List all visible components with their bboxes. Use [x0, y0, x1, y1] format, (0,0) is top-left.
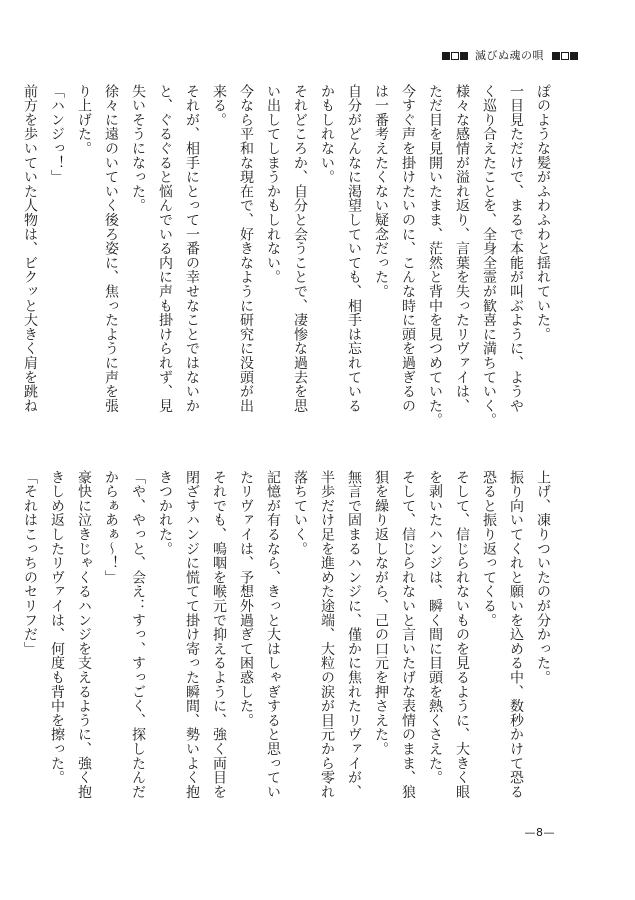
text-line: そして、信じられないと言いたげな表情のまま、狼 [400, 470, 416, 799]
text-line: 閉ざすハンジに慌てて掛け寄った瞬間、勢いよく抱 [184, 470, 200, 799]
text-line: 恐ると振り返ってくる。 [481, 470, 497, 628]
text-line: 豪快に泣きじゃくるハンジを支えるように、強く抱 [76, 470, 92, 799]
text-line: それどころか、自分と会うことで、凄惨な過去を思 [292, 84, 308, 413]
text-line: く巡り合えたことを、全身全霊が歓喜に満ちていく。 [481, 84, 497, 428]
upper-text-block [16, 84, 556, 429]
text-line: は一番考えたくない疑念だった。 [373, 84, 389, 299]
text-line: からぁあぁ～！」 [103, 470, 119, 585]
text-line: それが、相手にとって一番の幸せなことではないか [184, 84, 200, 413]
running-header [441, 49, 578, 63]
text-line: 来る。 [211, 84, 227, 127]
text-line: 「ハンジっ！」 [49, 84, 65, 185]
text-line: 今なら平和な現在で、好きなように研究に没頭が出 [238, 84, 254, 413]
text-line: ただ目を見開いたまま、茫然と背中を見つめていた。 [427, 84, 443, 428]
text-line: 「それはこっちのセリフだ」 [22, 470, 38, 656]
text-line: 前方を歩いていた人物は、ビクッと大きく肩を跳ね [22, 84, 38, 413]
text-line: 振り向いてくれと願いを込める中、数秒かけて恐る [508, 470, 524, 799]
text-line: 狽を繰り返しながら、己の口元を押さえた。 [373, 470, 389, 756]
text-line: 自分がどんなに渇望していても、相手は忘れている [346, 84, 362, 413]
header-ornament-right [551, 49, 578, 62]
text-line: 様々な感情が溢れ返り、言葉を失ったリヴァイは、 [454, 84, 470, 413]
text-line: それでも、嗚咽を喉元で抑えるように、強く両目を [211, 470, 227, 799]
text-line: 上げ、凍りついたのが分かった。 [535, 470, 551, 685]
text-line: い出してしまうかもしれない。 [265, 84, 281, 285]
text-line: ぽのような髪がふわふわと揺れていた。 [535, 84, 551, 342]
text-line: と、ぐるぐると悩んでいる内に声も掛けられず、見 [157, 84, 173, 413]
lower-text-block [16, 470, 556, 815]
text-line: 落ちていく。 [292, 470, 308, 556]
text-line: 記憶が有るなら、きっと大はしゃぎすると思ってい [265, 470, 281, 799]
text-line: 「や、やっと、会え：すっ、すっごく、探したんだ [130, 470, 146, 799]
text-line: かもしれない。 [319, 84, 335, 185]
text-line: 一目見ただけで、まるで本能が叫ぶように、ようや [508, 84, 524, 413]
text-line: り上げた。 [76, 84, 92, 156]
text-line: 無言で固まるハンジに、僅かに焦れたリヴァイが、 [346, 470, 362, 799]
text-line: きつかれた。 [157, 470, 173, 556]
text-line: を剥いたハンジは、瞬く間に目頭を熱くさえた。 [427, 470, 443, 785]
header-ornament-left [441, 49, 468, 62]
text-line: 失いそうになった。 [130, 84, 146, 213]
text-line: 徐々に遠のいていく後ろ姿に、焦ったように声を張 [103, 84, 119, 413]
text-line: 半歩だけ足を進めた途端、大粒の涙が目元から零れ [319, 470, 335, 799]
text-line: きしめ返したリヴァイは、何度も背中を擦った。 [49, 470, 65, 785]
text-line: たリヴァイは、予想外過ぎて困惑した。 [238, 470, 254, 728]
page-number: —8— [524, 826, 555, 839]
header-title: 滅びぬ魂の唄 [475, 49, 544, 62]
text-line: そして、信じられないものを見るように、大きく眼 [454, 470, 470, 799]
text-line: 今すぐ声を掛けたいのに、こんな時に頭を過ぎるの [400, 84, 416, 413]
